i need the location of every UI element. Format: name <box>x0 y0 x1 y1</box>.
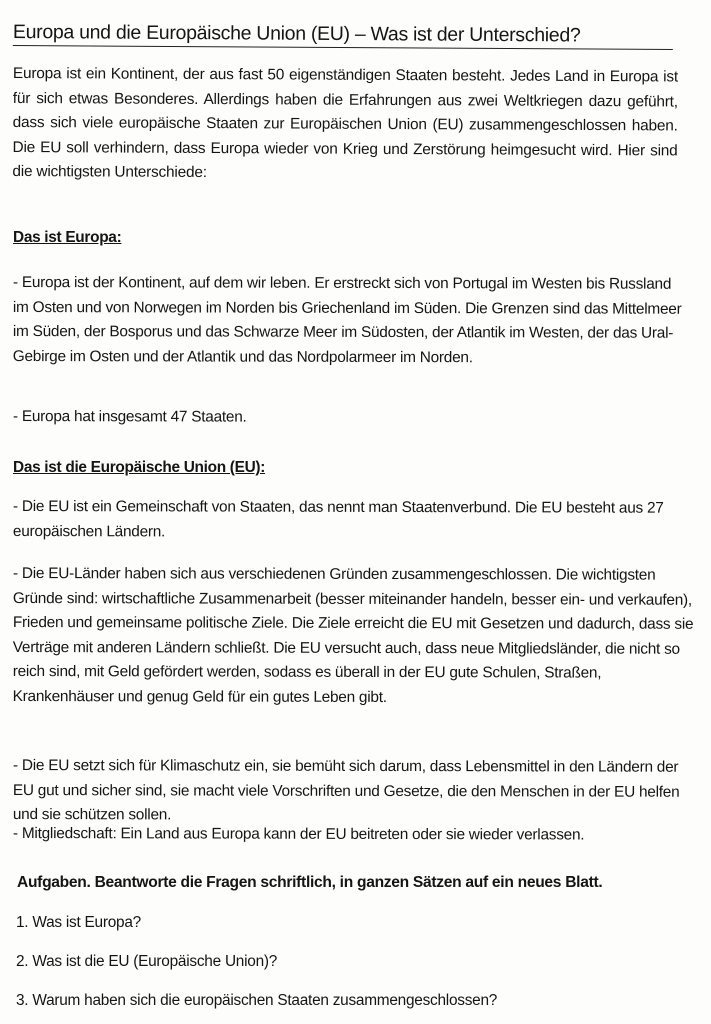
europa-paragraph-continent: - Europa ist der Kontinent, auf dem wir leben. Er erstreckt sich von Portugal im Westen bis Russland im Osten und von Norwegen im Norden bis Griechenland im Süden. Die Grenzen sind das Mittelmeer im Süden, der Bosporus und das Schwarze Meer im Südosten, der Atlantik im Westen, der das Ural-Gebirge im Osten und der Atlantik und das Nordpolarmeer im Norden. <box>12 274 682 366</box>
question-3: 3. Warum haben sich die europäischen Staaten zusammengeschlossen? <box>16 992 498 1009</box>
section-heading-eu: Das ist die Europäische Union (EU): <box>13 459 266 476</box>
eu-paragraph-reasons: - Die EU-Länder haben sich aus verschiedenen Gründen zusammengeschlossen. Die wichtigsten Gründe sind: wirtschaftliche Zusammenarbeit (besser miteinander handeln, besser ein- und verkaufen), Frieden und gemeinsame politische Ziele. Die Ziele erreicht die EU mit Gesetzen und dadurch, dass sie Verträge mit anderen Ländern schließt. Die EU versucht auch, dass neue Mitgliedsländer, die nicht so reich sind, mit Geld gefördert werden, sodass es überall in der EU gute Schulen, Straßen, Krankenhäuser und genug Geld für ein gutes Leben gibt. <box>12 565 694 706</box>
document-title: Europa und die Europäische Union (EU) – Was ist der Unterschied? <box>13 20 673 50</box>
eu-paragraph-membership: - Mitgliedschaft: Ein Land aus Europa kann der EU beitreten oder sie wieder verlassen. <box>12 825 585 844</box>
europa-paragraph-states: - Europa hat insgesamt 47 Staaten. <box>12 408 247 426</box>
eu-paragraph-climate: - Die EU setzt sich für Klimaschutz ein, sie bemüht sich darum, dass Lebensmittel in den Ländern der EU gut und sicher sind, sie macht viele Vorschriften und Gesetze, die den Menschen in der EU helfen und sie schützen sollen. <box>12 757 680 824</box>
question-1: 1. Was ist Europa? <box>16 914 141 931</box>
question-2: 2. Was ist die EU (Europäische Union)? <box>16 953 278 970</box>
section-heading-europa: Das ist Europa: <box>13 229 122 246</box>
eu-paragraph-definition: - Die EU ist ein Gemeinschaft von Staaten, das nennt man Staatenverbund. Die EU besteht aus 27 europäischen Ländern. <box>12 498 664 540</box>
tasks-heading: Aufgaben. Beantworte die Fragen schriftlich, in ganzen Sätzen auf ein neues Blatt. <box>17 874 603 891</box>
intro-paragraph: Europa ist ein Kontinent, der aus fast 50 eigenständigen Staaten besteht. Jedes Land in Europa ist für sich etwas Besonderes. Allerdings haben die Erfahrungen aus zwei Weltkriegen dazu geführt, dass sich viele europäische Staaten zur Europäischen Union (EU) zusammengeschlossen haben. Die EU soll verhindern, dass Europa wieder von Krieg und Zerstörung heimgesucht wird. Hier sind die wichtigsten Unterschiede: <box>12 64 678 182</box>
